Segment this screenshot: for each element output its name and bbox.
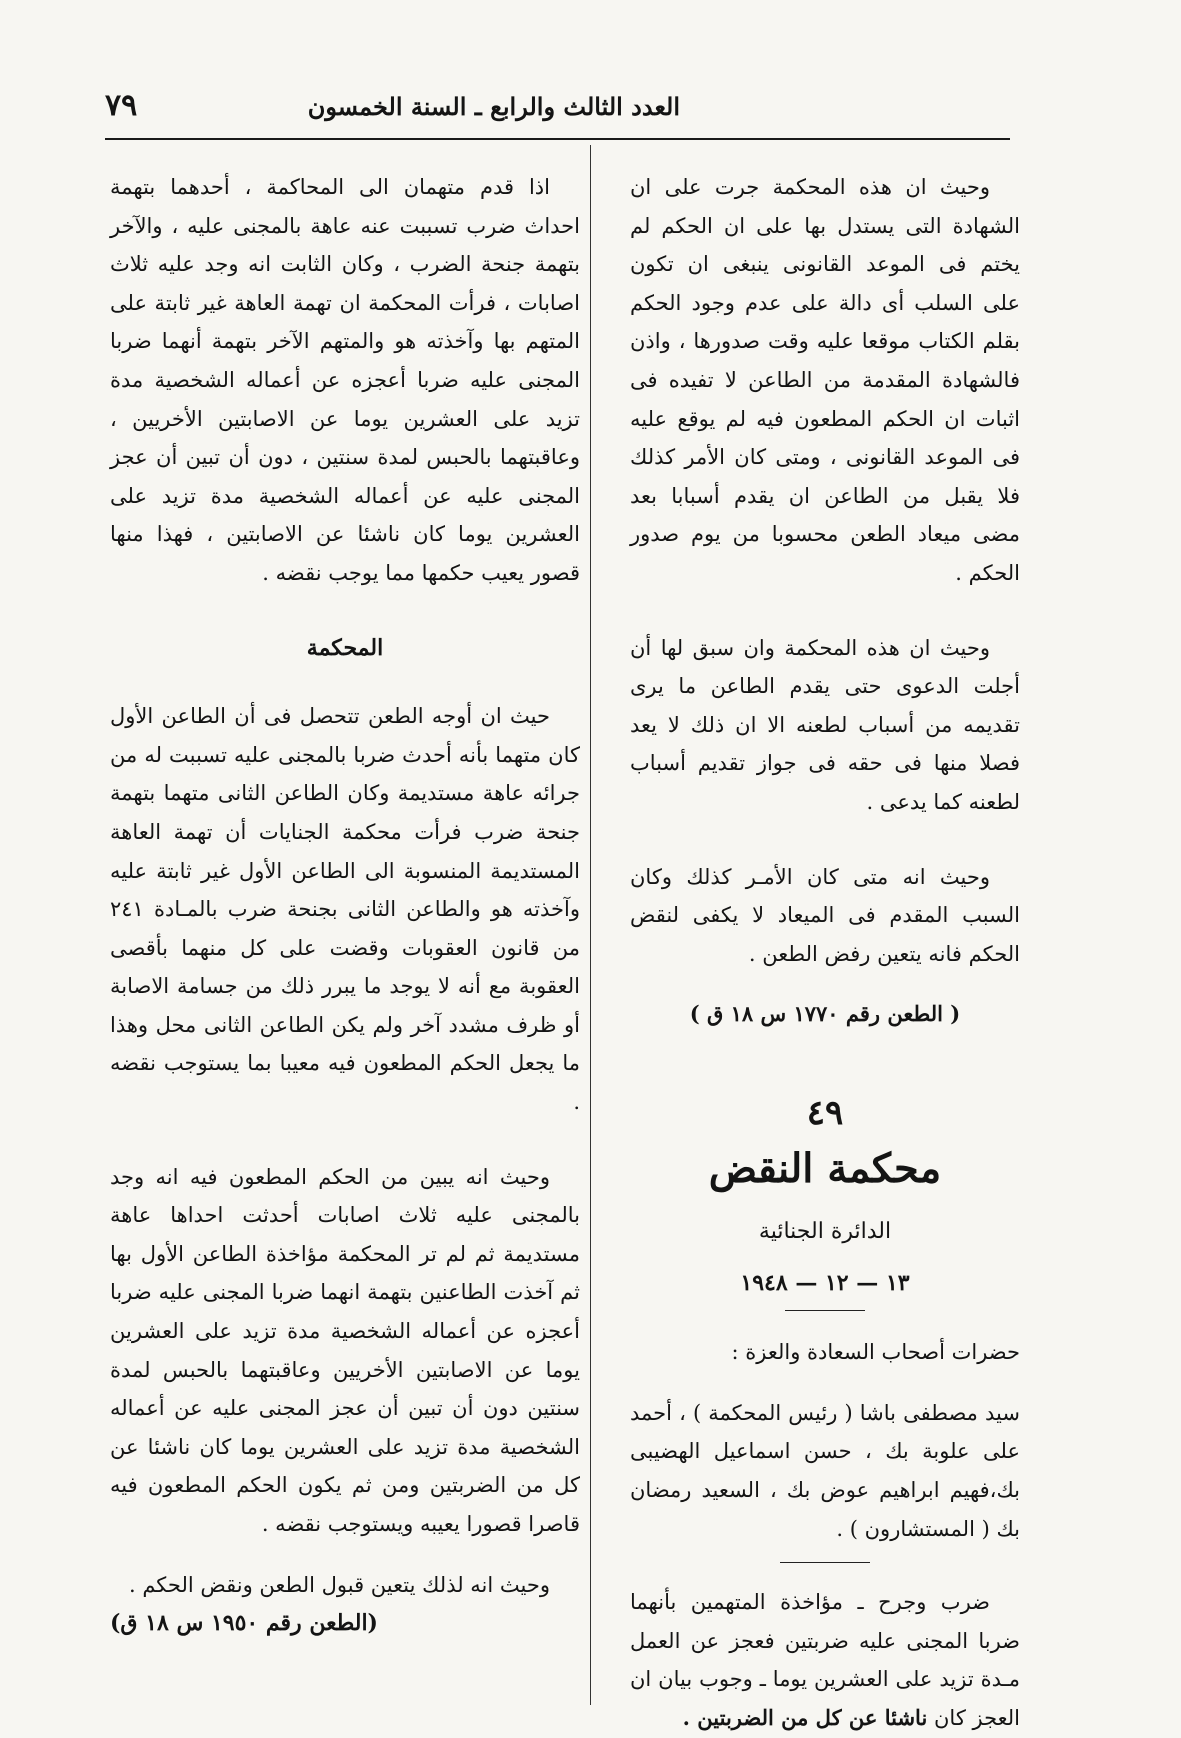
running-header [105,88,1010,132]
circuit-name: الدائرة الجنائية [758,1219,892,1245]
appeal-citation: ( الطعن رقم ١٧٧٠ س ١٨ ق ) [689,1001,961,1027]
presence-line: حضرات أصحاب السعادة والعزة : [731,1340,1020,1365]
left-column [110,168,580,1643]
separator-rule [780,1562,870,1563]
summary-bold-text: ناشئا عن كل من الضربتين . [682,1705,928,1730]
paragraph: وحيث ان هذه المحكمة جرت على ان الشهادة التى يستدل بها على ان الحكم لم يختم فى الموعد القانونى ينبغى ان تكون على السلب أى دالة على عدم وجود الحكم بقلم الكتاب موقعا عليه وقت صدورها ، واذن فالشهادة المقدمة من الطاعن لا تفيده فى اثبات ان الحكم المطعون فيه لم يوقع عليه فى الموعد القانونى ، ومتى كان الأمر كذلك فلا يقبل من الطاعن ان يقدم أسبابا بعد مضى ميعاد الطعن محسوبا من يوم صدور الحكم . [630,175,1021,585]
paragraph: وحيث انه لذلك يتعين قبول الطعن ونقض الحكم . [128,1572,550,1597]
court-name: محكمة النقض [708,1145,942,1193]
journal-issue-title: العدد الثالث والرابع ـ السنة الخمسون [307,92,680,121]
page-number: ٧٩ [105,88,138,123]
principle-paragraph: اذا قدم متهمان الى المحاكمة ، أحدهما بتهمة احداث ضرب تسببت عنه عاهة بالمجنى عليه ، والآخر بتهمة جنحة الضرب ، وكان الثابت انه وجد عليه ثلاث اصابات ، فرأت المحكمة ان تهمة العاهة غير ثابتة على المتهم بها وآخذته هو والمتهم الآخر بتهمة أنهما ضربا المجنى عليه ضربا أعجزه عن أعماله الشخصية مدة تزيد على العشرين يوما عن الاصابتين الأخريين ، وعاقبتهما بالحبس لمدة سنتين ، دون أن تبين أن عجز المجنى عليه عن أعماله الشخصية مدة تزيد على العشرين يوما كان ناشئا عن الاصابتين ، فهذا منها قصور يعيب حكمها مما يوجب نقضه . [110,175,580,585]
header-rule [105,138,1010,140]
judges-list: سيد مصطفى باشا ( رئيس المحكمة ) ، أحمد على علوبة بك ، حسن اسماعيل الهضيبى بك،فهيم ابراهيم عوض بك ، السعيد رمضان بك ( المستشارون ) . [630,1400,1020,1541]
case-summary [630,1583,1020,1737]
separator-rule [785,1310,865,1311]
paragraph: وحيث ان هذه المحكمة وان سبق لها أن أجلت الدعوى حتى يقدم الطاعن ما يرى تقديمه من أسباب لطعنه الا ان ذلك لا يعد فصلا منها فى حقه فى جواز تقديم أسباب لطعنه كما يدعى . [630,635,1020,814]
appeal-citation: (الطعن رقم ١٩٥٠ س ١٨ ق) [110,1610,378,1637]
case-number: ٤٩ [806,1092,844,1133]
judgment-date: ١٣ — ١٢ — ١٩٤٨ [740,1269,910,1296]
column-divider [590,145,591,1705]
paragraph: حيث ان أوجه الطعن تتحصل فى أن الطاعن الأول كان متهما بأنه أحدث ضربا بالمجنى عليه تسببت له من جرائه عاهة مستديمة وكان الطاعن الثانى متهما بتهمة جنحة ضرب فرأت محكمة الجنايات أن تهمة العاهة المستديمة المنسوبة الى الطاعن الأول غير ثابتة عليه وآخذته هو والطاعن الثانى بجنحة ضرب بالمـادة ٢٤١ من قانون العقوبات وقضت على كل منهما بأقصى العقوبة مع أنه لا يوجد ما يبرر ذلك من جسامة الاصابة أو ظرف مشدد آخر ولم يكن الطاعن الثانى محل وهذا ما يجعل الحكم المطعون فيه معيبا بما يستوجب نقضه . [110,704,580,1115]
right-column [630,168,1020,1738]
section-heading: المحكمة [306,634,384,661]
summary-text: ضرب وجرح ـ مؤاخذة المتهمين بأنهما ضربا المجنى عليه ضربتين فعجز عن العمل مـدة تزيد على العشرين يوما ـ وجوب بيان ان العجز كان [630,1590,1020,1730]
paragraph: وحيث انه يبين من الحكم المطعون فيه انه وجد بالمجنى عليه ثلاث اصابات أحدثت احداها عاهة مستديمة ثم لم تر المحكمة مؤاخذة الطاعن الأول بها ثم آخذت الطاعنين بتهمة انهما ضربا المجنى عليه ضربا أعجزه عن أعماله الشخصية مدة تزيد على العشرين يوما عن الاصابتين الأخريين وعاقبتهما بالحبس لمدة سنتين دون أن تبين أن عجز المجنى عليه عن أعماله الشخصية مدة تزيد على العشرين يوما كان ناشئا عن كل من الضربتين ومن ثم يكون الحكم المطعون فيه قاصرا قصورا يعيبه ويستوجب نقضه . [110,1164,580,1536]
paragraph: وحيث انه متى كان الأمـر كذلك وكان السبب المقدم فى الميعاد لا يكفى لنقض الحكم فانه يتعين رفض الطعن . [630,864,1020,966]
